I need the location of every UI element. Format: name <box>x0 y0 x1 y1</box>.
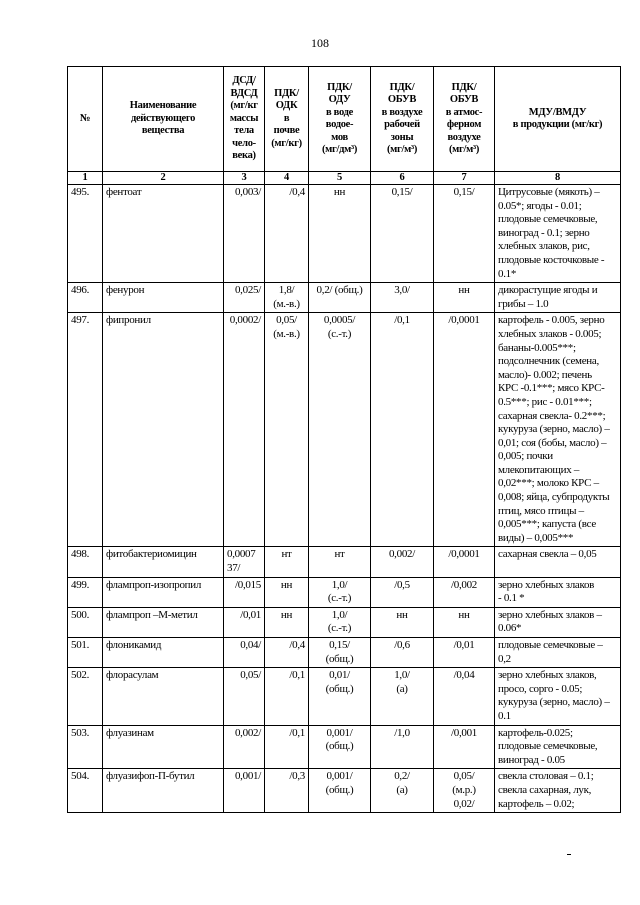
soil-value: /0,1 <box>265 668 309 725</box>
header-number: № <box>68 67 103 172</box>
substance-name: флампроп –М-метил <box>103 607 224 637</box>
work-air-value: /0,6 <box>371 638 434 668</box>
column-number: 1 <box>68 172 103 185</box>
substance-name: флампроп-изопропил <box>103 577 224 607</box>
soil-value: 0,05/ (м.-в.) <box>265 313 309 547</box>
row-number: 503. <box>68 725 103 769</box>
work-air-value: нн <box>371 607 434 637</box>
table-row <box>68 607 621 637</box>
row-number: 499. <box>68 577 103 607</box>
work-air-value: 0,002/ <box>371 547 434 577</box>
soil-value: /0,3 <box>265 769 309 813</box>
row-number: 504. <box>68 769 103 813</box>
row-number: 501. <box>68 638 103 668</box>
column-number: 4 <box>265 172 309 185</box>
work-air-value: /0,5 <box>371 577 434 607</box>
atm-air-value: нн <box>434 283 495 313</box>
water-value: 0,001/ (общ.) <box>309 725 371 769</box>
water-value: 0,2/ (общ.) <box>309 283 371 313</box>
page-number: 108 <box>311 36 329 50</box>
mdu-value: картофель - 0.005, зерно хлебных злаков - 0.005; бананы-0.005***; подсолнечник (семена, масло)- 0.002; печень КРС -0.1***; мясо КРС- 0.5***; рис - 0.01***; сахарная свекла- 0.2***; кукуруза (зерно, масло) – 0,01; соя (бобы, масло) – 0,005; почки млекопитающих – 0,02***; молоко КРС – 0,008; яйца, субпродукты птиц, мясо птицы – 0,005***; капуста (все виды) – 0,005*** <box>495 313 621 547</box>
row-number: 498. <box>68 547 103 577</box>
row-number: 502. <box>68 668 103 725</box>
table-row <box>68 769 621 813</box>
dsd-value: 0,003/ <box>224 185 265 283</box>
work-air-value: 0,2/ (а) <box>371 769 434 813</box>
header-atmospheric-air: ПДК/ ОБУВ в атмос- ферном воздухе (мг/м³) <box>434 67 495 172</box>
mdu-value: плодовые семечковые – 0,2 <box>495 638 621 668</box>
dsd-value: 0,002/ <box>224 725 265 769</box>
dsd-value: 0,0007 37/ <box>224 547 265 577</box>
dsd-value: 0,001/ <box>224 769 265 813</box>
substance-name: фенурон <box>103 283 224 313</box>
column-number: 2 <box>103 172 224 185</box>
water-value: 1,0/ (с.-т.) <box>309 577 371 607</box>
water-value: нн <box>309 185 371 283</box>
work-air-value: 0,15/ <box>371 185 434 283</box>
atm-air-value: /0,01 <box>434 638 495 668</box>
header-soil: ПДК/ ОДК в почве (мг/кг) <box>265 67 309 172</box>
mdu-value: Цитрусовые (мякоть) – 0.05*; ягоды - 0.01; плодовые семечковые, виноград - 0.1; зерно хлебных злаков, рис, плодовые косточковые - 0.1* <box>495 185 621 283</box>
table-row <box>68 638 621 668</box>
work-air-value: 1,0/ (а) <box>371 668 434 725</box>
column-number: 3 <box>224 172 265 185</box>
dsd-value: 0,025/ <box>224 283 265 313</box>
header-mdu: МДУ/ВМДУ в продукции (мг/кг) <box>495 67 621 172</box>
row-number: 500. <box>68 607 103 637</box>
substance-name: фентоат <box>103 185 224 283</box>
header-work-air: ПДК/ ОБУВ в воздухе рабочей зоны (мг/м³) <box>371 67 434 172</box>
column-number: 8 <box>495 172 621 185</box>
column-number-row <box>68 172 621 185</box>
table-row <box>68 185 621 283</box>
header-row <box>68 67 621 172</box>
atm-air-value: /0,04 <box>434 668 495 725</box>
work-air-value: /1,0 <box>371 725 434 769</box>
dsd-value: 0,04/ <box>224 638 265 668</box>
column-number: 5 <box>309 172 371 185</box>
substance-name: фипронил <box>103 313 224 547</box>
mdu-value: свекла столовая – 0.1; свекла сахарная, лук, картофель – 0.02; <box>495 769 621 813</box>
dsd-value: /0,015 <box>224 577 265 607</box>
header-substance-name: Наименование действующего вещества <box>103 67 224 172</box>
column-number: 6 <box>371 172 434 185</box>
header-water: ПДК/ ОДУ в воде водое- мов (мг/дм³) <box>309 67 371 172</box>
water-value: 0,15/ (общ.) <box>309 638 371 668</box>
substance-name: флуазифоп-П-бутил <box>103 769 224 813</box>
soil-value: /0,4 <box>265 185 309 283</box>
row-number: 496. <box>68 283 103 313</box>
work-air-value: /0,1 <box>371 313 434 547</box>
dsd-value: 0,05/ <box>224 668 265 725</box>
table-row <box>68 313 621 547</box>
table-row <box>68 725 621 769</box>
soil-value: 1,8/ (м.-в.) <box>265 283 309 313</box>
substance-name: фитобактериомицин <box>103 547 224 577</box>
atm-air-value: нн <box>434 607 495 637</box>
mdu-value: зерно хлебных злаков, просо, сорго - 0.05; кукуруза (зерно, масло) – 0.1 <box>495 668 621 725</box>
mdu-value: дикорастущие ягоды и грибы – 1.0 <box>495 283 621 313</box>
atm-air-value: /0,0001 <box>434 547 495 577</box>
soil-value: нн <box>265 607 309 637</box>
table-row <box>68 547 621 577</box>
table-row <box>68 577 621 607</box>
soil-value: нн <box>265 577 309 607</box>
scan-mark <box>567 854 571 855</box>
atm-air-value: /0,0001 <box>434 313 495 547</box>
water-value: нт <box>309 547 371 577</box>
atm-air-value: 0,15/ <box>434 185 495 283</box>
work-air-value: 3,0/ <box>371 283 434 313</box>
substances-table <box>67 66 621 813</box>
water-value: 0,001/ (общ.) <box>309 769 371 813</box>
mdu-value: сахарная свекла – 0,05 <box>495 547 621 577</box>
table-row <box>68 668 621 725</box>
water-value: 0,0005/ (с.-т.) <box>309 313 371 547</box>
dsd-value: 0,0002/ <box>224 313 265 547</box>
mdu-value: картофель-0.025; плодовые семечковые, виноград - 0.05 <box>495 725 621 769</box>
row-number: 497. <box>68 313 103 547</box>
header-dsd: ДСД/ ВДСД (мг/кг массы тела чело- века) <box>224 67 265 172</box>
soil-value: нт <box>265 547 309 577</box>
soil-value: /0,1 <box>265 725 309 769</box>
substance-name: флуазинам <box>103 725 224 769</box>
soil-value: /0,4 <box>265 638 309 668</box>
substance-name: флорасулам <box>103 668 224 725</box>
mdu-value: зерно хлебных злаков - 0.1 * <box>495 577 621 607</box>
atm-air-value: /0,002 <box>434 577 495 607</box>
atm-air-value: /0,001 <box>434 725 495 769</box>
table-row <box>68 283 621 313</box>
atm-air-value: 0,05/ (м.р.) 0,02/ <box>434 769 495 813</box>
column-number: 7 <box>434 172 495 185</box>
water-value: 0,01/ (общ.) <box>309 668 371 725</box>
dsd-value: /0,01 <box>224 607 265 637</box>
substance-name: флоникамид <box>103 638 224 668</box>
row-number: 495. <box>68 185 103 283</box>
water-value: 1,0/ (с.-т.) <box>309 607 371 637</box>
mdu-value: зерно хлебных злаков – 0.06* <box>495 607 621 637</box>
